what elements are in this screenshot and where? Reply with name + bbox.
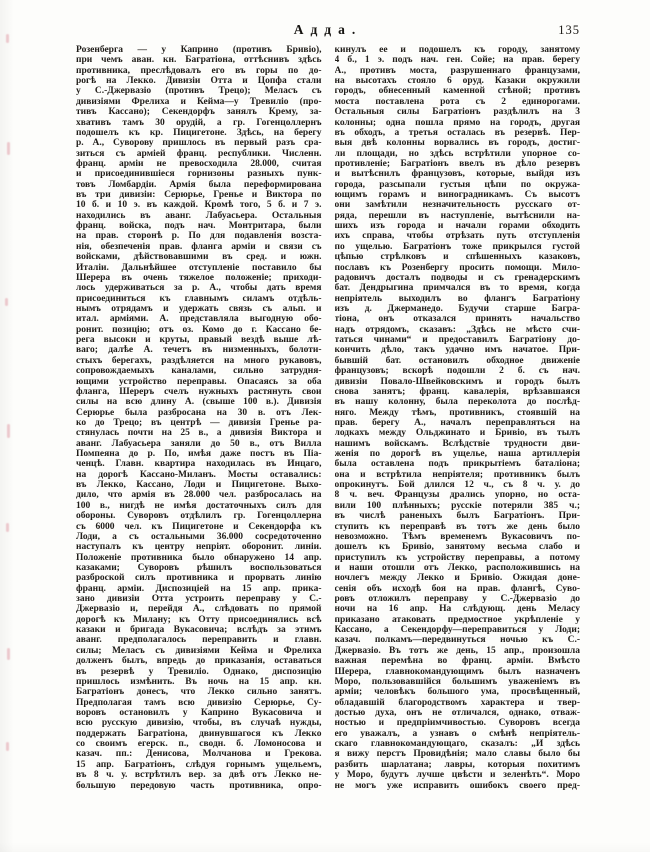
text-line: воровъ остановилъ у Каприно Вукасовича и bbox=[76, 708, 322, 718]
text-line: зано дивизіи Отта устроить переправу у С.- bbox=[76, 594, 322, 605]
text-line: ченцѣ. Главн. квартира находилась въ Инцаго, bbox=[76, 459, 322, 470]
text-line: прав. берегу А., началъ переправляться на bbox=[334, 417, 580, 428]
text-line: Лоди, а съ остальными 36.000 сосредоточенно bbox=[76, 531, 322, 542]
text-line: большую передовую часть противника, опро- bbox=[76, 780, 322, 791]
text-line: Остальныя силы Багратіонъ раздѣлилъ на 3 bbox=[334, 107, 580, 118]
text-line: всю русскую дивизію, чтобы, въ случаѣ нужды, bbox=[76, 718, 322, 729]
text-block bbox=[76, 22, 580, 791]
text-line: въ 8 ч. у. встрѣтилъ вер. за двѣ отъ Лекко не- bbox=[76, 770, 322, 781]
text-line: ностью и предпріимчивостью. Суворовъ всегда bbox=[334, 718, 580, 729]
text-line: моста поставлена рота съ 2 единорогами. bbox=[334, 96, 580, 107]
text-line: на прав. сторонѣ р. По для подавленія возста- bbox=[76, 231, 322, 242]
text-line: противника, преслѣдовалъ его въ горы по до- bbox=[76, 65, 322, 76]
text-line: надъ отрядомъ, сказавъ: „Здѣсь не мѣсто счи- bbox=[334, 324, 580, 335]
text-line: стянулась почти на 25 в., а дивизія Виктора и bbox=[76, 428, 322, 439]
scan-artifact bbox=[6, 34, 9, 43]
text-line: ночлегъ между Лекко и Бривіо. Ожидая доне- bbox=[334, 573, 580, 584]
text-line: 15 апр. Багратіонъ, слѣдуя горнымъ ущельемъ, bbox=[76, 759, 322, 770]
text-line: ночи на 16 апр. На слѣдующ. день Меласу bbox=[334, 604, 580, 615]
text-line: Положеніе противника было обнаружено 14 апр. bbox=[76, 552, 322, 563]
text-line: р. А., Суворову пришлось въ первый разъ сра- bbox=[76, 138, 322, 149]
text-line: обладавшій благородствомъ характера и твер- bbox=[334, 697, 580, 708]
text-line: опрокинутъ. Бой длился 12 ч., съ 8 ч. у. до bbox=[334, 480, 580, 491]
text-columns bbox=[76, 45, 580, 791]
right-column bbox=[335, 45, 581, 791]
text-line: они замѣтили незначительность русскаго от- bbox=[334, 200, 580, 211]
text-line: Джервазіо. Въ тотъ же день, 15 апр., произошла bbox=[334, 645, 580, 656]
text-line: съ 6000 чел. къ Пицигетоне и Секендорфа къ bbox=[76, 521, 322, 532]
text-line: 100 в., нигдѣ не имѣя достаточныхъ силъ для bbox=[76, 500, 322, 511]
text-line: обороны. Суворовъ отдѣлилъ гр. Гогенцоллерна bbox=[76, 511, 322, 522]
text-line: французовъ; вскорѣ подошли 2 б. съ нач. bbox=[334, 366, 580, 377]
text-line: франц. войска, подъ нач. Монтритара, были bbox=[76, 221, 322, 232]
text-line: казач. полкамъ—передвинуться ночью къ С.- bbox=[334, 635, 580, 646]
text-line: дивизіями Фрелиха и Кейма—у Тревиліо (про- bbox=[76, 96, 322, 107]
text-line: Кассано, а Секендорфу—переправиться у Лоди; bbox=[334, 625, 580, 636]
text-line: нія, обезпеченія прав. фланга арміи и связи съ bbox=[76, 241, 322, 252]
scan-artifact bbox=[6, 742, 9, 751]
text-line: и вытѣснилъ французовъ, которые, выйдя изъ bbox=[334, 169, 580, 180]
text-line: вили 100 плѣнныхъ; русскіе потеряли 385 ч.; bbox=[334, 500, 580, 511]
text-line: на дорогѣ Кассано-Миланъ. Мосты оставались: bbox=[76, 469, 322, 480]
text-line: въ числѣ раненыхъ былъ Багратіонъ. При- bbox=[334, 511, 580, 522]
scan-artifact bbox=[6, 523, 9, 532]
text-line: находились въ аванг. Лабуасьера. Остальныя bbox=[76, 210, 322, 221]
text-line: противленіе; Багратіонъ ввелъ въ дѣло резервъ bbox=[334, 158, 580, 169]
text-line: приступилъ къ устройству переправы, а потому bbox=[334, 552, 580, 563]
text-line: разброской силъ противника и прорвать линію bbox=[76, 573, 322, 584]
text-line: была оставлена подъ прикрытіемъ баталіона; bbox=[334, 459, 580, 470]
text-line: и присоединившіеся горнизоны разныхъ пунк- bbox=[76, 169, 322, 180]
text-line: городъ, обнесенный каменной стѣной; противъ bbox=[334, 86, 580, 97]
text-line: ронит. позицію; отъ оз. Комо до г. Кассано бе- bbox=[76, 324, 322, 335]
text-line: она и встрѣтила непріятеля; противникъ былъ bbox=[334, 469, 580, 480]
text-line: ли площади, но здѣсь встрѣтили упорное со- bbox=[334, 148, 580, 159]
text-line: пришлось измѣнить. Въ ночь на 15 апр. кн. bbox=[76, 676, 322, 687]
article-title: Адда. bbox=[293, 22, 363, 37]
text-line: по ущелью. Багратіонъ тоже прикрылся густой bbox=[334, 241, 580, 252]
text-line: дило, что армія въ 28.000 чел. разбросалась на bbox=[76, 490, 322, 501]
text-line: аванг. предполагалось переправить и главн. bbox=[76, 635, 322, 646]
text-line: непріятель выходилъ во флангъ Багратіону bbox=[334, 293, 580, 304]
text-line: франц. арміи. Диспозиціей на 15 апр. прика- bbox=[76, 583, 322, 594]
text-line: невозможно. Тѣмъ временемъ Вукасовичъ по- bbox=[334, 531, 580, 542]
text-line: фланга, Шереръ счелъ нужныхъ растянуть свои bbox=[76, 386, 322, 397]
text-line: ко до Трецо; въ центрѣ — дивизія Гренье ра- bbox=[76, 417, 322, 428]
text-line: 4 б., 1 э. подъ нач. ген. Сойе; на прав. берегу bbox=[334, 55, 580, 66]
left-column bbox=[76, 45, 322, 791]
text-line: пославъ къ Розенбергу просить помощи. Мило- bbox=[334, 262, 580, 273]
scan-artifact bbox=[7, 424, 10, 438]
text-line: нашимъ войскамъ. Вслѣдствіе трудности дви- bbox=[334, 438, 580, 449]
text-line: Джервазіо и, перейдя А., слѣдовать по прямой bbox=[76, 604, 322, 615]
text-line: сенія объ исходѣ боя на прав. флангѣ, Суво- bbox=[334, 583, 580, 594]
text-line: лось удерживаться за р. А., чтобы дать время bbox=[76, 283, 322, 294]
text-line: кинулъ ее и подошелъ къ городу, занятому bbox=[334, 45, 580, 55]
text-line: 8 ч. веч. Французы дрались упорно, но оста- bbox=[334, 490, 580, 501]
text-line: я вижу перстъ Провидѣнія; мало славы было бы bbox=[334, 749, 580, 760]
text-line: въ три дивизіи: Серюрье, Гренье и Виктора по bbox=[76, 190, 322, 201]
text-line: ровъ отложилъ переправу у С.-Джервазіо до bbox=[334, 594, 580, 605]
text-line: зиться съ арміей франц. республики. Численн. bbox=[76, 148, 322, 159]
text-line: не могъ уже исправить ошибокъ своего пред- bbox=[334, 780, 580, 791]
text-line: хвативъ тамъ 30 орудій, а гр. Гогенцоллернъ bbox=[76, 117, 322, 128]
text-line: бат. Дендрыгина примчался въ то время, когда bbox=[334, 283, 580, 294]
text-line: на высотахъ стояло 6 оруд. Казаки окружили bbox=[334, 76, 580, 87]
text-line: дивизіи Повало-Швейковскимъ и городъ былъ bbox=[334, 376, 580, 387]
text-line: достью духа, онъ не отличался, однако, отваж- bbox=[334, 708, 580, 718]
text-line: Моро, пользовавшійся большимъ уваженіемъ въ bbox=[334, 676, 580, 687]
text-line: казач. пп.: Денисова, Молчанова и Грекова. bbox=[76, 749, 322, 760]
text-line: силы на всю длину А. (свыше 100 в.). Дивизія bbox=[76, 397, 322, 408]
text-line: А., противъ моста, разрушеннаго французами, bbox=[334, 65, 580, 76]
text-line: радовичъ досталъ подводы и съ гренадерскимъ bbox=[334, 272, 580, 283]
text-line: таться чинами“ и предоставилъ Багратіону до- bbox=[334, 335, 580, 346]
text-line: наступалъ къ центру непріят. оборонит. линіи. bbox=[76, 542, 322, 553]
text-line: Серюрье была разбросана на 30 в. отъ Лек- bbox=[76, 407, 322, 418]
text-line: ряда, перешли въ наступленіе, вытѣснили на- bbox=[334, 210, 580, 221]
text-line: сопровождаемыхъ каналами, сильно затрудня- bbox=[76, 366, 322, 377]
text-line: аванг. Лабуасьера заняли до 50 в., отъ Вилла bbox=[76, 438, 322, 449]
text-line: лодкахъ между Ольджинато и Бривіо, въ тылъ bbox=[334, 428, 580, 439]
text-line: скаго главнокомандующаго, сказалъ: „И здѣсь bbox=[334, 739, 580, 750]
page-header bbox=[76, 22, 580, 38]
text-line: долженъ былъ, впредь до приказанія, оставаться bbox=[76, 656, 322, 667]
text-line: Помпеяна до р. По, имѣя даже постъ въ Піа- bbox=[76, 449, 322, 460]
scan-artifact bbox=[7, 648, 10, 660]
text-line: разбить шарлатана; лавры, которыя похитимъ bbox=[334, 759, 580, 770]
text-line: арміи; человѣкъ большого ума, просвѣщенный, bbox=[334, 687, 580, 698]
text-line: дошелъ къ Бривіо, занятому весьма слабо и bbox=[334, 542, 580, 553]
text-line: снова занятъ; франц. кавалерія, врѣзавшаяся bbox=[334, 386, 580, 397]
text-line: шихъ изъ города и начали горами обходить bbox=[334, 221, 580, 232]
text-line: ющими устройство переправы. Опасаясь за оба bbox=[76, 376, 322, 387]
text-line: важная перемѣна во франц. арміи. Вмѣсто bbox=[334, 656, 580, 667]
text-line: 10 б. и 10 э. въ каждой. Кромѣ того, 5 б. и 7 э. bbox=[76, 200, 322, 211]
text-line: рогѣ на Лекко. Дивизіи Отта и Цопфа стали bbox=[76, 76, 322, 87]
text-line: у Моро, будутъ лучше цвѣсти и зеленѣть“. Моро bbox=[334, 770, 580, 781]
text-line: города, разсыпали густыя цѣпи по окружа- bbox=[334, 179, 580, 190]
scan-artifact bbox=[5, 298, 8, 306]
text-line: и наши отошли отъ Лекко, расположившись на bbox=[334, 562, 580, 573]
text-line: со своимъ егерск. п., сводн. б. Ломоносова и bbox=[76, 739, 322, 750]
text-line: его уважалъ, а узнавъ о смѣнѣ непріятель- bbox=[334, 728, 580, 739]
text-line: тіона, онъ отказался принять начальство bbox=[334, 314, 580, 325]
text-line: бывшій бат. остановилъ обходное движеніе bbox=[334, 355, 580, 366]
text-line: при чемъ аван. кн. Багратіона, оттѣснивъ здѣсь bbox=[76, 55, 322, 66]
text-line: Шерера, главнокомандующимъ былъ назначенъ bbox=[334, 666, 580, 677]
text-line: няго. Между тѣмъ, противникъ, стоявшій на bbox=[334, 407, 580, 418]
text-line: ихъ справа, чтобы отрѣзать путь отступленія bbox=[334, 231, 580, 242]
text-line: Италіи. Дальнѣйшее отступленіе поставило бы bbox=[76, 262, 322, 273]
text-line: франц. арміи не превосходила 28.000, считая bbox=[76, 158, 322, 169]
text-line: у С.-Джервазіо (противъ Трецо); Меласъ съ bbox=[76, 86, 322, 97]
text-line: въ резервѣ у Тревиліо. Однако, диспозицію bbox=[76, 666, 322, 677]
text-line: кончить дѣло, такъ удачно имъ начатое. При- bbox=[334, 345, 580, 356]
text-line: женія по дорогѣ въ ущелье, наша артиллерія bbox=[334, 449, 580, 460]
text-line: Шерера въ очень тяжелое положеніе; приходи- bbox=[76, 272, 322, 283]
text-line: ступить къ переправѣ въ тотъ же день было bbox=[334, 521, 580, 532]
text-line: силы; Меласъ съ дивизіями Кейма и Фрелиха bbox=[76, 645, 322, 656]
text-line: казаки и бригада Вукасовича; вслѣдъ за этимъ bbox=[76, 625, 322, 636]
text-line: нымъ отрядамъ и удержать связь съ альп. и bbox=[76, 303, 322, 314]
text-line: ющимъ горамъ и виноградникамъ. Съ высотъ bbox=[334, 190, 580, 201]
text-line: ваго; далѣе А. течетъ въ низменныхъ, болоти- bbox=[76, 345, 322, 356]
page-number: 135 bbox=[558, 23, 580, 37]
text-line: товъ Ломбардіи. Армія была переформирована bbox=[76, 179, 322, 190]
text-line: дорогѣ къ Милану; къ Отту присоединялись всѣ bbox=[76, 614, 322, 625]
text-line: подошелъ къ кр. Пицигетоне. Здѣсь, на берегу bbox=[76, 127, 322, 138]
text-line: Багратіонъ донесъ, что Лекко сильно занятъ. bbox=[76, 687, 322, 698]
text-line: въ нашу колонну, была переколота до послѣд- bbox=[334, 397, 580, 408]
text-line: выя двѣ колонны ворвались въ городъ, достиг- bbox=[334, 138, 580, 149]
text-line: Предполагая тамъ всю дивизію Серюрье, Су- bbox=[76, 697, 322, 708]
text-line: цѣпью стрѣлковъ и спѣшенныхъ казаковъ, bbox=[334, 252, 580, 263]
text-line: изъ д. Джерманедо. Будучи старше Багра- bbox=[334, 303, 580, 314]
text-line: Розенберга — у Каприно (противъ Бривіо), bbox=[76, 45, 322, 55]
text-line: приказано атаковать предмостное укрѣпленіе у bbox=[334, 614, 580, 625]
text-line: итал. арміями. А. представляла выгодную обо- bbox=[76, 314, 322, 325]
text-line: рега высоки и круты, правый вездѣ выше лѣ- bbox=[76, 335, 322, 346]
text-line: поддержать Багратіона, двинувшагося къ Лекко bbox=[76, 728, 322, 739]
text-line: въ обходъ, а третья осталась въ резервѣ. Пер- bbox=[334, 127, 580, 138]
text-line: колонны; одна пошла прямо на городъ, другая bbox=[334, 117, 580, 128]
text-line: тивъ Кассано); Секендорфъ занялъ Крему, за- bbox=[76, 107, 322, 118]
scan-artifact bbox=[7, 142, 10, 155]
text-line: казаками; Суворовъ рѣшилъ воспользоваться bbox=[76, 562, 322, 573]
text-line: присоединиться къ главнымъ силамъ отдѣль- bbox=[76, 293, 322, 304]
text-line: войсками, дѣйствовавшими въ сред. и южн. bbox=[76, 252, 322, 263]
text-line: въ Лекко, Кассано, Лоди и Пицигетоне. Выхо- bbox=[76, 480, 322, 491]
text-line: стыхъ берегахъ, раздѣляется на много рукавовъ, bbox=[76, 355, 322, 366]
